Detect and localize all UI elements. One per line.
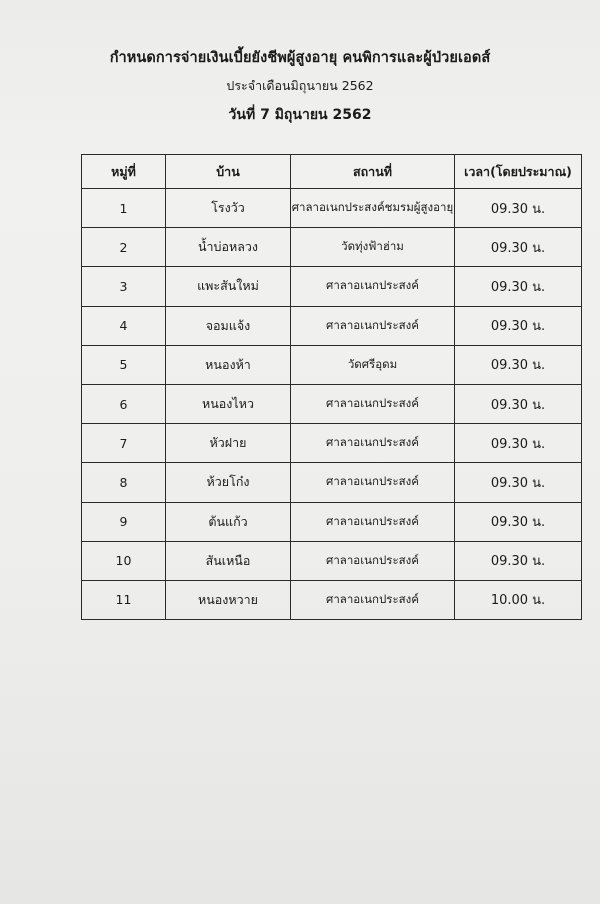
cell-place: ศาลาอเนกประสงค์ (291, 502, 455, 541)
table-row (82, 306, 582, 345)
cell-time: 09.30 น. (455, 228, 582, 267)
cell-village-no: 5 (82, 345, 166, 384)
header-village: บ้าน (166, 155, 291, 189)
cell-village: สันเหนือ (166, 541, 291, 580)
cell-place: ศาลาอเนกประสงค์ (291, 541, 455, 580)
table-row (82, 228, 582, 267)
document-subtitle: ประจำเดือนมิถุนายน 2562 (226, 78, 374, 93)
cell-village-no: 11 (82, 580, 166, 619)
cell-village: หัวฝาย (166, 424, 291, 463)
cell-village-no: 8 (82, 463, 166, 502)
cell-place: ศาลาอเนกประสงค์ (291, 267, 455, 306)
cell-village: หนองหวาย (166, 580, 291, 619)
cell-time: 10.00 น. (455, 580, 582, 619)
cell-village-no: 4 (82, 306, 166, 345)
cell-time: 09.30 น. (455, 463, 582, 502)
cell-place: ศาลาอเนกประสงค์ (291, 424, 455, 463)
cell-place: ศาลาอเนกประสงค์ (291, 463, 455, 502)
table-row (82, 267, 582, 306)
cell-time: 09.30 น. (455, 267, 582, 306)
header-row (82, 155, 582, 189)
cell-village: น้ำบ่อหลวง (166, 228, 291, 267)
table-row (82, 580, 582, 619)
cell-village: หนองห้า (166, 345, 291, 384)
cell-time: 09.30 น. (455, 502, 582, 541)
header-village-no: หมู่ที่ (82, 155, 166, 189)
table-body (82, 189, 582, 620)
cell-village: แพะสันใหม่ (166, 267, 291, 306)
cell-time: 09.30 น. (455, 306, 582, 345)
cell-place: ศาลาอเนกประสงค์ (291, 580, 455, 619)
cell-village: จอมแจ้ง (166, 306, 291, 345)
cell-village-no: 10 (82, 541, 166, 580)
document-date: วันที่ 7 มิถุนายน 2562 (228, 107, 372, 123)
cell-place: ศาลาอเนกประสงค์ (291, 384, 455, 423)
cell-village-no: 3 (82, 267, 166, 306)
table-header (82, 155, 582, 189)
table-row (82, 463, 582, 502)
cell-time: 09.30 น. (455, 345, 582, 384)
cell-time: 09.30 น. (455, 384, 582, 423)
header-time: เวลา(โดยประมาณ) (455, 155, 582, 189)
cell-village: โรงวัว (166, 189, 291, 228)
cell-time: 09.30 น. (455, 424, 582, 463)
table-row (82, 189, 582, 228)
cell-place: ศาลาอเนกประสงค์ชมรมผู้สูงอายุ (291, 189, 455, 228)
cell-time: 09.30 น. (455, 189, 582, 228)
cell-village-no: 6 (82, 384, 166, 423)
cell-place: วัดศรีอุดม (291, 345, 455, 384)
cell-place: ศาลาอเนกประสงค์ (291, 306, 455, 345)
table-row (82, 345, 582, 384)
cell-village: ต้นแก้ว (166, 502, 291, 541)
payment-schedule-table (81, 154, 582, 620)
cell-village-no: 7 (82, 424, 166, 463)
cell-village-no: 9 (82, 502, 166, 541)
cell-time: 09.30 น. (455, 541, 582, 580)
table-row (82, 541, 582, 580)
cell-village-no: 2 (82, 228, 166, 267)
table-row (82, 502, 582, 541)
cell-village: หนองไหว (166, 384, 291, 423)
header-place: สถานที่ (291, 155, 455, 189)
cell-village-no: 1 (82, 189, 166, 228)
document-title: กำหนดการจ่ายเงินเบี้ยยังชีพผู้สูงอายุ คนพิการและผู้ป่วยเอดส์ (109, 50, 491, 66)
table-row (82, 384, 582, 423)
table-row (82, 424, 582, 463)
cell-place: วัดทุ่งฟ้าฮ่าม (291, 228, 455, 267)
cell-village: ห้วยโก๋ง (166, 463, 291, 502)
